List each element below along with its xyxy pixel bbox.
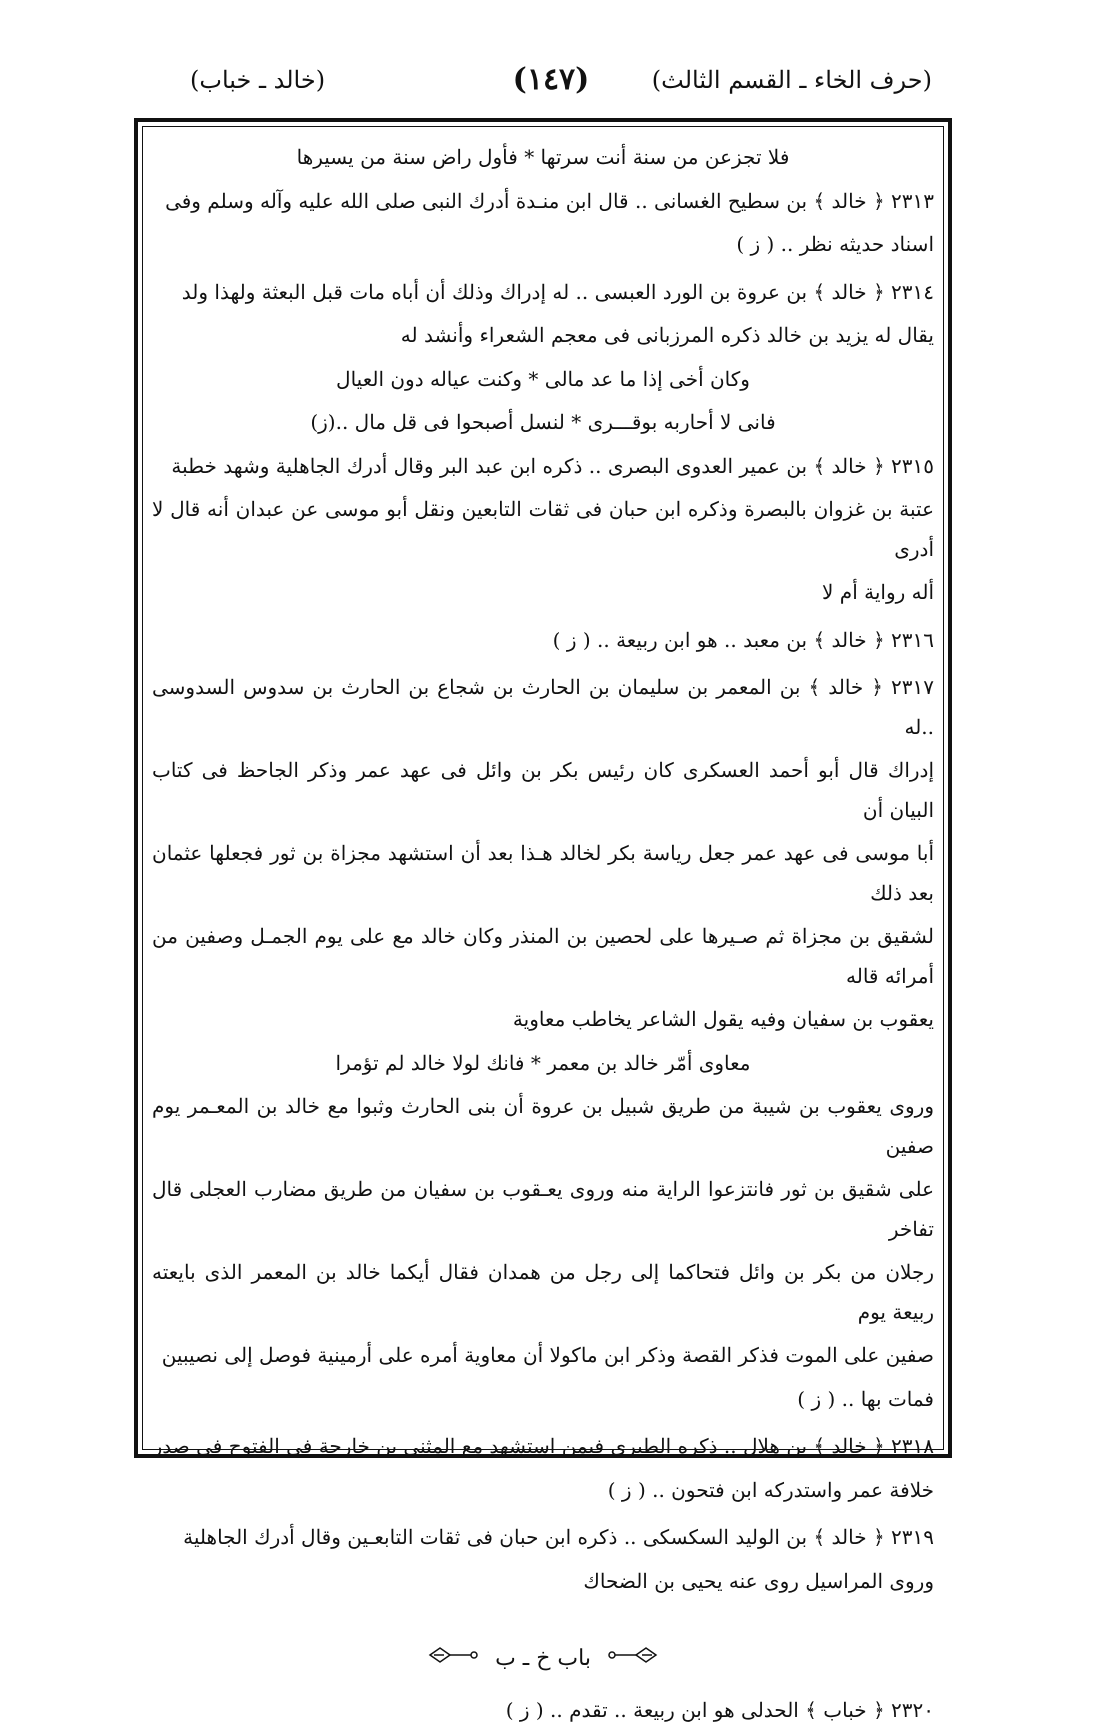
entry-2316: ٢٣١٦ ﴿ خالد ﴾ بن معبد .. هو ابن ربيعة .. ( ز ) xyxy=(552,627,934,652)
entry-2315-line-1: ٢٣١٥ ﴿ خالد ﴾ بن عمير العدوى البصرى .. ذكره ابن عبد البر وقال أدرك الجاهلية وشهد خطبة xyxy=(171,453,934,478)
entry-2317-line-10: فمات بها .. ( ز ) xyxy=(797,1386,934,1411)
running-head-entries: (خالد ـ خباب) xyxy=(190,66,326,94)
verse-line: وكان أخى إذا ما عد مالى * وكنت عياله دون العيال xyxy=(336,366,750,391)
page-number: (١٤٧) xyxy=(512,62,590,97)
entry-2319-line-1: ٢٣١٩ ﴿ خالد ﴾ بن الوليد السكسكى .. ذكره ابن حبان فى ثقات التابعـين وقال أدرك الجاهلية xyxy=(183,1525,934,1549)
entry-2317-line-6: وروى يعقوب بن شيبة من طريق شبيل بن عروة أن بنى الحارث وثبوا مع خالد بن المعـمر يوم صفين xyxy=(152,1094,934,1158)
entry-2317-line-1: ٢٣١٧ ﴿ خالد ﴾ بن المعمر بن سليمان بن الحارث بن شجاع بن الحارث بن سدوس السدوسى ..له xyxy=(152,675,934,739)
entry-2317-line-4: لشقيق بن مجزاة ثم صـيرها على لحصين بن المنذر وكان خالد مع على يوم الجمـل وصفين من أمرائه قاله xyxy=(152,924,934,988)
page-header xyxy=(170,62,932,110)
entry-2313-line-2: اسناد حديثه نظر .. ( ز ) xyxy=(736,232,934,256)
verse-line: فانى لا أحاربه بوقـــرى * لنسل أصبحوا فى قل مال ..(ز) xyxy=(310,410,776,434)
ornament-icon xyxy=(606,1639,666,1679)
entry-2317-line-7: على شقيق بن ثور فانتزعوا الراية منه وروى يعـقوب بن سفيان من طريق مضارب العجلى قال تفاخر xyxy=(152,1177,934,1241)
verse-line: فلا تجزعن من سنة أنت سرتها * فأول راض سنة من يسيرها xyxy=(296,145,790,169)
entry-2314-line-1: ٢٣١٤ ﴿ خالد ﴾ بن عروة بن الورد العبسى .. له إدراك وذلك أن أباه مات قبل البعثة ولهذا ولد xyxy=(181,279,934,304)
page-body xyxy=(152,138,934,1734)
entry-2314-line-2: يقال له يزيد بن خالد ذكره المرزبانى فى معجم الشعراء وأنشد له xyxy=(400,323,934,347)
entry-2313-line-1: ٢٣١٣ ﴿ خالد ﴾ بن سطيح الغسانى .. قال ابن منـدة أدرك النبى صلى الله عليه وآله وسلم وفى xyxy=(165,188,934,213)
verse-line: معاوى أمّر خالد بن معمر * فانك لولا خالد لم تؤمرا xyxy=(335,1050,751,1075)
entry-2315-line-3: أله رواية أم لا xyxy=(822,580,934,604)
entry-2317-line-8: رجلان من بكر بن وائل فتحاكما إلى رجل من همدان فقال أيكما خالد بن المعمر الذى بايعته ربيعة يوم xyxy=(152,1260,934,1324)
running-head-section: (حرف الخاء ـ القسم الثالث) xyxy=(651,66,932,94)
entry-2317-line-5: يعقوب بن سفيان وفيه يقول الشاعر يخاطب معاوية xyxy=(512,1007,934,1031)
entry-2317-line-3: أبا موسى فى عهد عمر جعل رياسة بكر لخالد هـذا بعد أن استشهد مجزاة بن ثور فجعلها عثمان بعد ذلك xyxy=(152,841,934,905)
entry-2318-line-2: خلافة عمر واستدركه ابن فتحون .. ( ز ) xyxy=(607,1477,934,1502)
entry-2317-line-2: إدراك قال أبو أحمد العسكرى كان رئيس بكر بن وائل فى عهد عمر وذكر الجاحظ فى كتاب البيان أن xyxy=(152,758,934,822)
ornament-icon xyxy=(420,1639,480,1679)
entry-2317-line-9: صفين على الموت فذكر القصة وذكر ابن ماكولا أن معاوية أمره على أرمينية فوصل إلى نصيبين xyxy=(161,1343,934,1367)
entry-2320: ٢٣٢٠ ﴿ خباب ﴾ الحدلى هو ابن ربيعة .. تقدم .. ( ز ) xyxy=(505,1697,934,1722)
entry-2315-line-2: عتبة بن غزوان بالبصرة وذكره ابن حبان فى ثقات التابعين ونقل أبو موسى عن عبدان أنه قال لا أدرى xyxy=(152,497,934,561)
entry-2319-line-2: وروى المراسيل روى عنه يحيى بن الضحاك xyxy=(583,1568,934,1593)
chapter-heading: باب خ ـ ب xyxy=(495,1646,591,1671)
entry-2318-line-1: ٢٣١٨ ﴿ خالد ﴾ بن هلال .. ذكره الطبرى فيمن استشهد مع المثنى بن خارجة فى الفتوح فى صدر xyxy=(152,1434,934,1458)
chapter-divider xyxy=(152,1639,934,1679)
